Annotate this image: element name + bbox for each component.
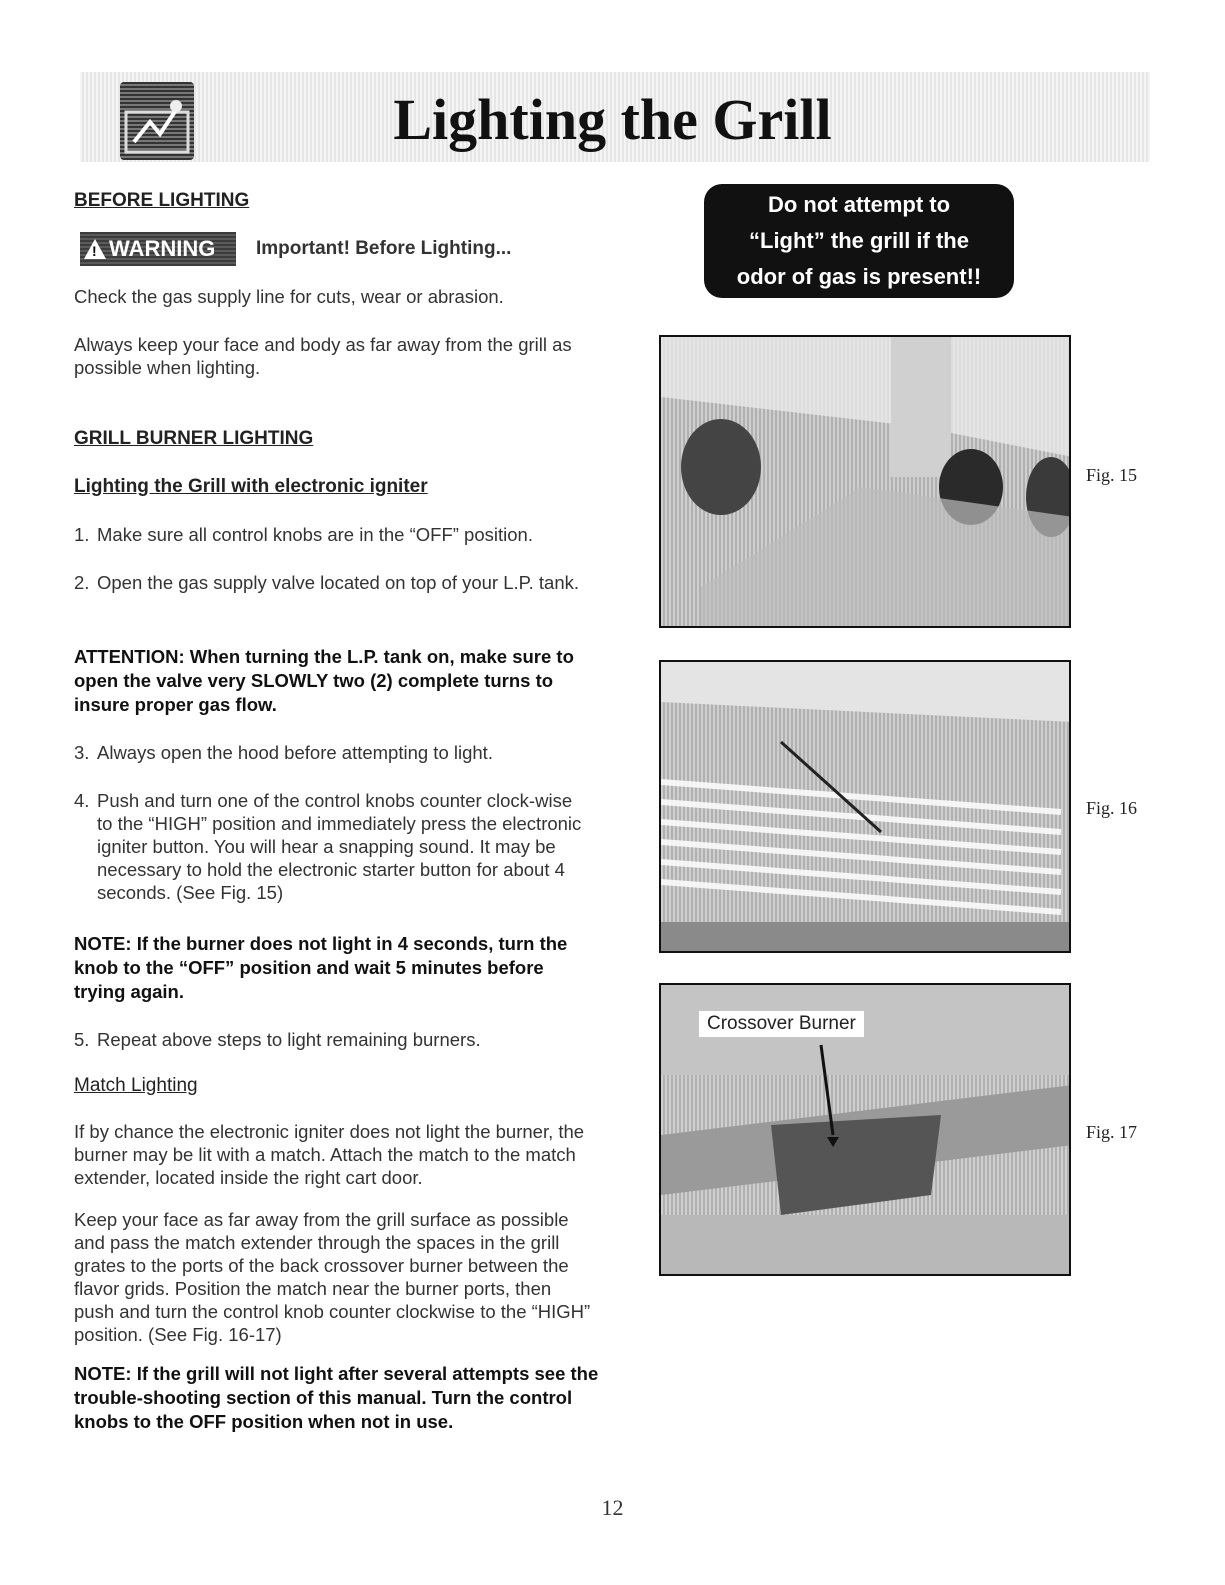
- match-lighting-heading: Match Lighting: [74, 1075, 198, 1096]
- step-2: 2. Open the gas supply valve located on top of your L.P. tank.: [74, 572, 580, 593]
- step-3-text: Always open the hood before attempting to light.: [97, 742, 493, 763]
- note-burner-not-light: NOTE: If the burner does not light in 4 seconds, turn the knob to the “OFF” position and wait 5 minutes before trying again.: [74, 933, 568, 1002]
- step-4: 4. Push and turn one of the control knobs counter clock-wise to the “HIGH” position and immediately press the electronic igniter button. You will hear a snapping sound. It may be necessary to hold the electronic starter button for about 4 seconds. (See Fig. 15): [74, 789, 589, 904]
- warning-badge: [80, 232, 236, 266]
- callout-line-1: Do not attempt to: [767, 192, 951, 217]
- warning-badge-text: WARNING: [109, 236, 216, 261]
- step-5-text: Repeat above steps to light remaining burners.: [97, 1029, 481, 1050]
- grill-burner-heading: GRILL BURNER LIGHTING: [74, 428, 314, 449]
- gas-odor-callout: [704, 184, 1014, 298]
- fig-17-label: Fig. 17: [1086, 1122, 1138, 1142]
- step-1: 1. Make sure all control knobs are in the “OFF” position.: [74, 524, 533, 545]
- supply-line-check: Check the gas supply line for cuts, wear or abrasion.: [74, 286, 504, 307]
- fig-15-photo: [659, 335, 1071, 628]
- step-5: 5. Repeat above steps to light remaining burners.: [74, 1029, 481, 1050]
- match-lighting-p1: If by chance the electronic igniter does not light the burner, the burner may be lit with a match. Attach the match to the match extender, located inside the right cart door.: [74, 1121, 585, 1188]
- callout-line-2: “Light” the grill if the: [749, 228, 969, 253]
- crossover-burner-label: Crossover Burner: [699, 1011, 864, 1037]
- fig-17-photo: [659, 983, 1071, 1276]
- step-2-text: Open the gas supply valve located on top of your L.P. tank.: [97, 572, 580, 593]
- keep-face-away-text: Always keep your face and body as far away from the grill as possible when lighting.: [74, 334, 572, 378]
- callout-line-3: odor of gas is present!!: [736, 264, 982, 289]
- step-1-text: Make sure all control knobs are in the “OFF” position.: [97, 524, 533, 545]
- page-title: Lighting the Grill: [393, 87, 832, 152]
- fig-15-label: Fig. 15: [1086, 465, 1138, 485]
- attention-note: ATTENTION: When turning the L.P. tank on, make sure to open the valve very SLOWLY two (2) complete turns to insure proper gas flow.: [74, 646, 574, 715]
- before-lighting-section: [74, 190, 599, 212]
- warning-row: [80, 232, 511, 266]
- match-lighting-p2: Keep your face as far away from the grill surface as possible and pass the match extender through the spaces in the grill grates to the ports of the back crossover burner between the flavor grids. Position the match near the burner ports, then push and turn the control knob counter clockwise to the “HIGH” position. (See Fig. 16-17): [74, 1209, 591, 1345]
- fig-16-label: Fig. 16: [1086, 798, 1138, 818]
- note-trouble-shooting: NOTE: If the grill will not light after several attempts see the trouble-shooting section of this manual. Turn the control knobs to the OFF position when not in use.: [74, 1363, 599, 1432]
- before-lighting-heading: BEFORE LIGHTING: [74, 190, 250, 211]
- electronic-igniter-heading: Lighting the Grill with electronic igniter: [74, 476, 428, 497]
- fig-16-photo: [659, 660, 1071, 953]
- step-4-text: Push and turn one of the control knobs counter clock-wise to the “HIGH” position and immediately press the electronic igniter button. You will hear a snapping sound. It may be necessary to hold the electronic starter button for about 4 seconds. (See Fig. 15): [97, 790, 582, 903]
- step-3: 3. Always open the hood before attempting to light.: [74, 742, 493, 763]
- warning-triangle-icon: !: [84, 239, 106, 259]
- warning-text: Important! Before Lighting...: [256, 238, 512, 259]
- page-number: 12: [601, 1495, 624, 1520]
